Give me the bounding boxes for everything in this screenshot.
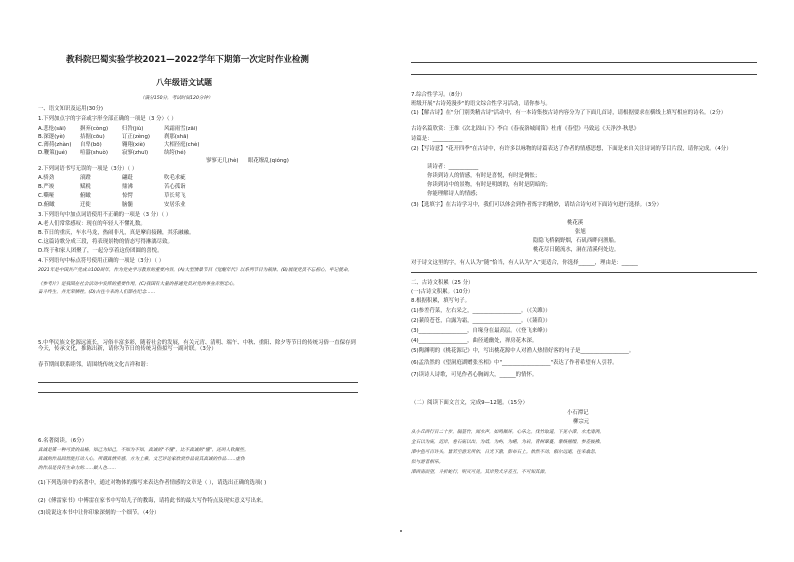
poem-author: 张旭 [575, 229, 586, 235]
answer-line [411, 272, 757, 273]
q1-row-a: A.悲怆(sāi) 摒弃(còng) 归咎(jiù) 风霜雨雪(zāi) [38, 126, 198, 132]
prose-line-5: 潭西南而望，斗折蛇行，明灭可见。其岸势犬牙差互，不可知其源。 [411, 470, 549, 475]
q3-option-b: B.节日的重庆，车水马龙，热闹非凡，真是摩肩接踵，其乐融融。 [38, 230, 195, 236]
q1-row-c: C.薄荷(zhàn) 自卑(bō) 翱翔(xiè) 大相径庭(chè) [38, 142, 200, 148]
q5-tail: 春节期间联系睦邻，请围绕传统文化吉祥和谐： [38, 362, 152, 368]
q8-item-5: (5)陶渊明的《桃花源记》中，写出桃花源中人对渔人热情好客的句子是__________________。 [411, 348, 635, 354]
q7-part-2-line-d: 你能理解诗人的情感； [427, 191, 481, 197]
poem-line-2: 桃花尽日随流水，洞在清溪何处边。 [533, 247, 620, 253]
section-1-title: 一、语文知识及运用(30分) [38, 106, 103, 112]
q7-intro: 班级开展"古诗苑漫步"的语文综合性学习活动，请你参与。 [411, 101, 551, 107]
q7-part-2-line-a: 读诗者：___________ [427, 164, 479, 170]
prose-line-3: 潭中鱼可百许头，皆若空游无所依，日光下澈，影布石上。佁然不动，俶尔远逝，往来翕忽， [411, 450, 600, 455]
header-rule [411, 74, 757, 75]
q6-passage-2: 真诚的作品固然能打动人心，所谓真情实感，方为上乘。文艺评论家欣赏作品说其真诚的作品……虚伪 [38, 457, 245, 462]
q7-part-1: (1)【解古诗】在"分门别类精古诗"活动中，有一本诗集按古诗内容分为了下面几首诗，请根据要求在横线上填写相应的诗名。（2分） [411, 110, 727, 116]
q4-passage-2: 《参考片》是我国在社会活动中发挥的重要作用。(C)我国有大量的普通党员对党的事业赤胆忠心， [38, 282, 238, 287]
q7-part-3-prompt: 对于诗文这里的字，有人认为“随”恰当，有人认为“入”更适合，你选择______，理由是：______ [411, 260, 638, 266]
school-title: 教科院巴蜀实验学校2021—2022学年下期第一次定时作业检测 [66, 55, 309, 65]
q4-passage-3: 奋斗终生，并光荣牺牲。(D)古往今来的人们都在纪念…… [38, 290, 156, 295]
q7-part-3: (3)【选填字】在古诗学习中，我们可以体会到作者炼字的精妙，请结合诗句对下面诗句进行选择。（3分） [411, 202, 662, 208]
q6-passage-1: 真诚是第一种可贵的品格。知己为知己，不知为不知，真诚的"不懂"，比不真诚的"懂"，还叫人钦佩些。 [38, 448, 249, 453]
q2-row-b: B.严竣 赋税 鼎沸 苦心孤诣 [38, 184, 186, 190]
q3-option-c: C.这篇诗歌分成三段，将表现景物的情态写得淋漓尽致。 [38, 239, 173, 245]
q1-row-b: B.深邃(yè) 拮据(cōu) 订正(zèng) 刹那(shā) [38, 134, 189, 140]
q6-passage-3: 的作品是没有生命力的……做人也…… [38, 466, 117, 471]
q2-row-a: A.骄劲 滚蹬 翩跹 吹毛求疵 [38, 175, 186, 181]
prose-line-1: 从小丘西行百二十步，隔篁竹，闻水声，如鸣佩环，心乐之。伐竹取道，下见小潭，水尤清洌。 [411, 430, 604, 435]
q8-item-4: (4)__________________，曲径通幽处，禅房花木深。 [411, 338, 538, 344]
question-8: 8.根据积累，填写句子。 [411, 298, 471, 304]
exam-meta: （满分150分，考试时间120分钟） [140, 96, 213, 101]
prose-line-2: 全石以为底，近岸，卷石底以出，为坻，为屿，为嵁，为岩。青树翠蔓，蒙络摇缀，参差披拂。 [411, 440, 604, 445]
poem-line-1: 隐隐飞桥隔野烟，石矶西畔问渔船。 [533, 238, 620, 244]
prose-line-4: 似与游者相乐。 [411, 460, 444, 465]
prose-author: 柳宗元 [573, 419, 590, 425]
q1-row-d: D.鞭策(jué) 喧嚣(shuò) 寂寥(zhuī) 纨绔(hé) [38, 150, 186, 156]
answer-line [38, 382, 358, 383]
question-3: 3.下列语句中加点词语使用不正确的一项是（3 分）（ ） [38, 212, 172, 218]
q7-part-1-answer: 诗篇是：___________ [411, 136, 463, 142]
q1-row-extra: 寥寥无几(hè) 眼花缭乱(qióng) [206, 158, 289, 164]
q8-item-3: (3)__________________，自缘身在最高层。（《登飞来峰》） [411, 328, 551, 334]
question-7: 7.综合性学习。（8分） [411, 92, 466, 98]
q8-item-2: (2)蒹葭苍苍，白露为霜，__________________。（《蒹葭》） [411, 318, 551, 324]
q7-part-2: (2)【写诗意】"花开四季"在古诗中，有许多以咏物的诗篇表达了作者的情感思想，下面是来自关注诗词的节目片段，请你完成。（4分） [411, 146, 732, 152]
answer-line [38, 392, 358, 393]
q7-part-2-line-c: 你读到诗中的景物，有时是明朗的，有时是阴暗的； [427, 182, 551, 188]
section-2-part-2: （二）阅读下面文言文，完成9—12题。（15分） [411, 400, 528, 406]
q6-sub-1: (1)下列选项中的名著中，通过对物体的描写来表达作者情感的文章是（ ），请选出正确的选项( ) [38, 480, 267, 486]
section-2-title: 二、古诗文积累（25 分） [411, 280, 474, 286]
q7-part-2-line-b: 你读到诗人的情感，有时是喜悦，有时是惆怅； [427, 173, 541, 179]
page-mark [400, 530, 402, 532]
q2-row-d: D.俯瞰 迁徙 脑髓 安居乐业 [38, 202, 186, 208]
question-1: 1.下列加点字的字音或字形全部正确的一项是（3 分）（ ） [38, 116, 177, 122]
q7-part-1-poems: 古诗名篇欣赏：王维《次北固山下》李白《春夜洛城闻笛》杜甫《春望》马致远《天净沙·秋思》 [411, 126, 640, 132]
question-5: 5.中华民族文化源远流长，习俗丰富多彩，随着社会的发展，有关元宵、清明、端午、中秋、重阳、除夕等节日的传统习俗一直保存到今天，传承文化，推陈出新，请你为节日的传统习俗拟写一副对联。（3分） [38, 340, 356, 352]
header-rule [411, 62, 757, 63]
question-2: 2.下列词语书写无误的一项是（3分）（ ） [38, 166, 138, 172]
section-2-part-1: (一)古诗文积累。（10分） [411, 289, 474, 295]
question-6: 6.名著阅读。（6分） [38, 438, 87, 444]
q8-item-7: (7)读诗人诗歌，可见作者心胸阔大，______的情怀。 [411, 372, 538, 378]
q3-option-d: D.终于和家人团聚了，一起分享着这份团圆的喜悦。 [38, 248, 163, 254]
q6-sub-3: (3)说说这本书中让你印象深刻的一个细节。（4分） [38, 510, 160, 516]
q2-row-c: C.嘶哑 俯瞰 惊愕 草长莺飞 [38, 193, 186, 199]
q3-option-a: A.老人们常常感叹：现在的年轻人不懂礼数。 [38, 221, 146, 227]
poem-title: 桃花溪 [567, 220, 584, 226]
q4-passage-1: 2021年是中国共产党成立100周年，作为党史学习教育的重要内容，(A)大型情景节目《觉醒年代》以系列节目为载体，(B)展现党员不忘初心，牢记使命。 [38, 268, 353, 273]
q8-item-1: (1)参差荇菜，左右采之，__________________。（《关雎》） [411, 308, 551, 314]
q8-item-6: (6)孟浩然的《望洞庭湖赠张丞相》中"__________________"表达了作者希望有人引荐。 [411, 360, 618, 366]
right-column [397, 0, 794, 562]
question-4: 4.下列语句中标点符号使用正确的一项是（3分）（ ） [38, 258, 165, 264]
subject-title: 八年级语文试题 [156, 78, 212, 87]
q6-sub-2: (2)《傅雷家书》中傅雷在家书中写给儿子的教诲，请将此书的最大写作特点及现实意义写出来。 [38, 498, 267, 504]
prose-title: 小石潭记 [567, 410, 589, 416]
